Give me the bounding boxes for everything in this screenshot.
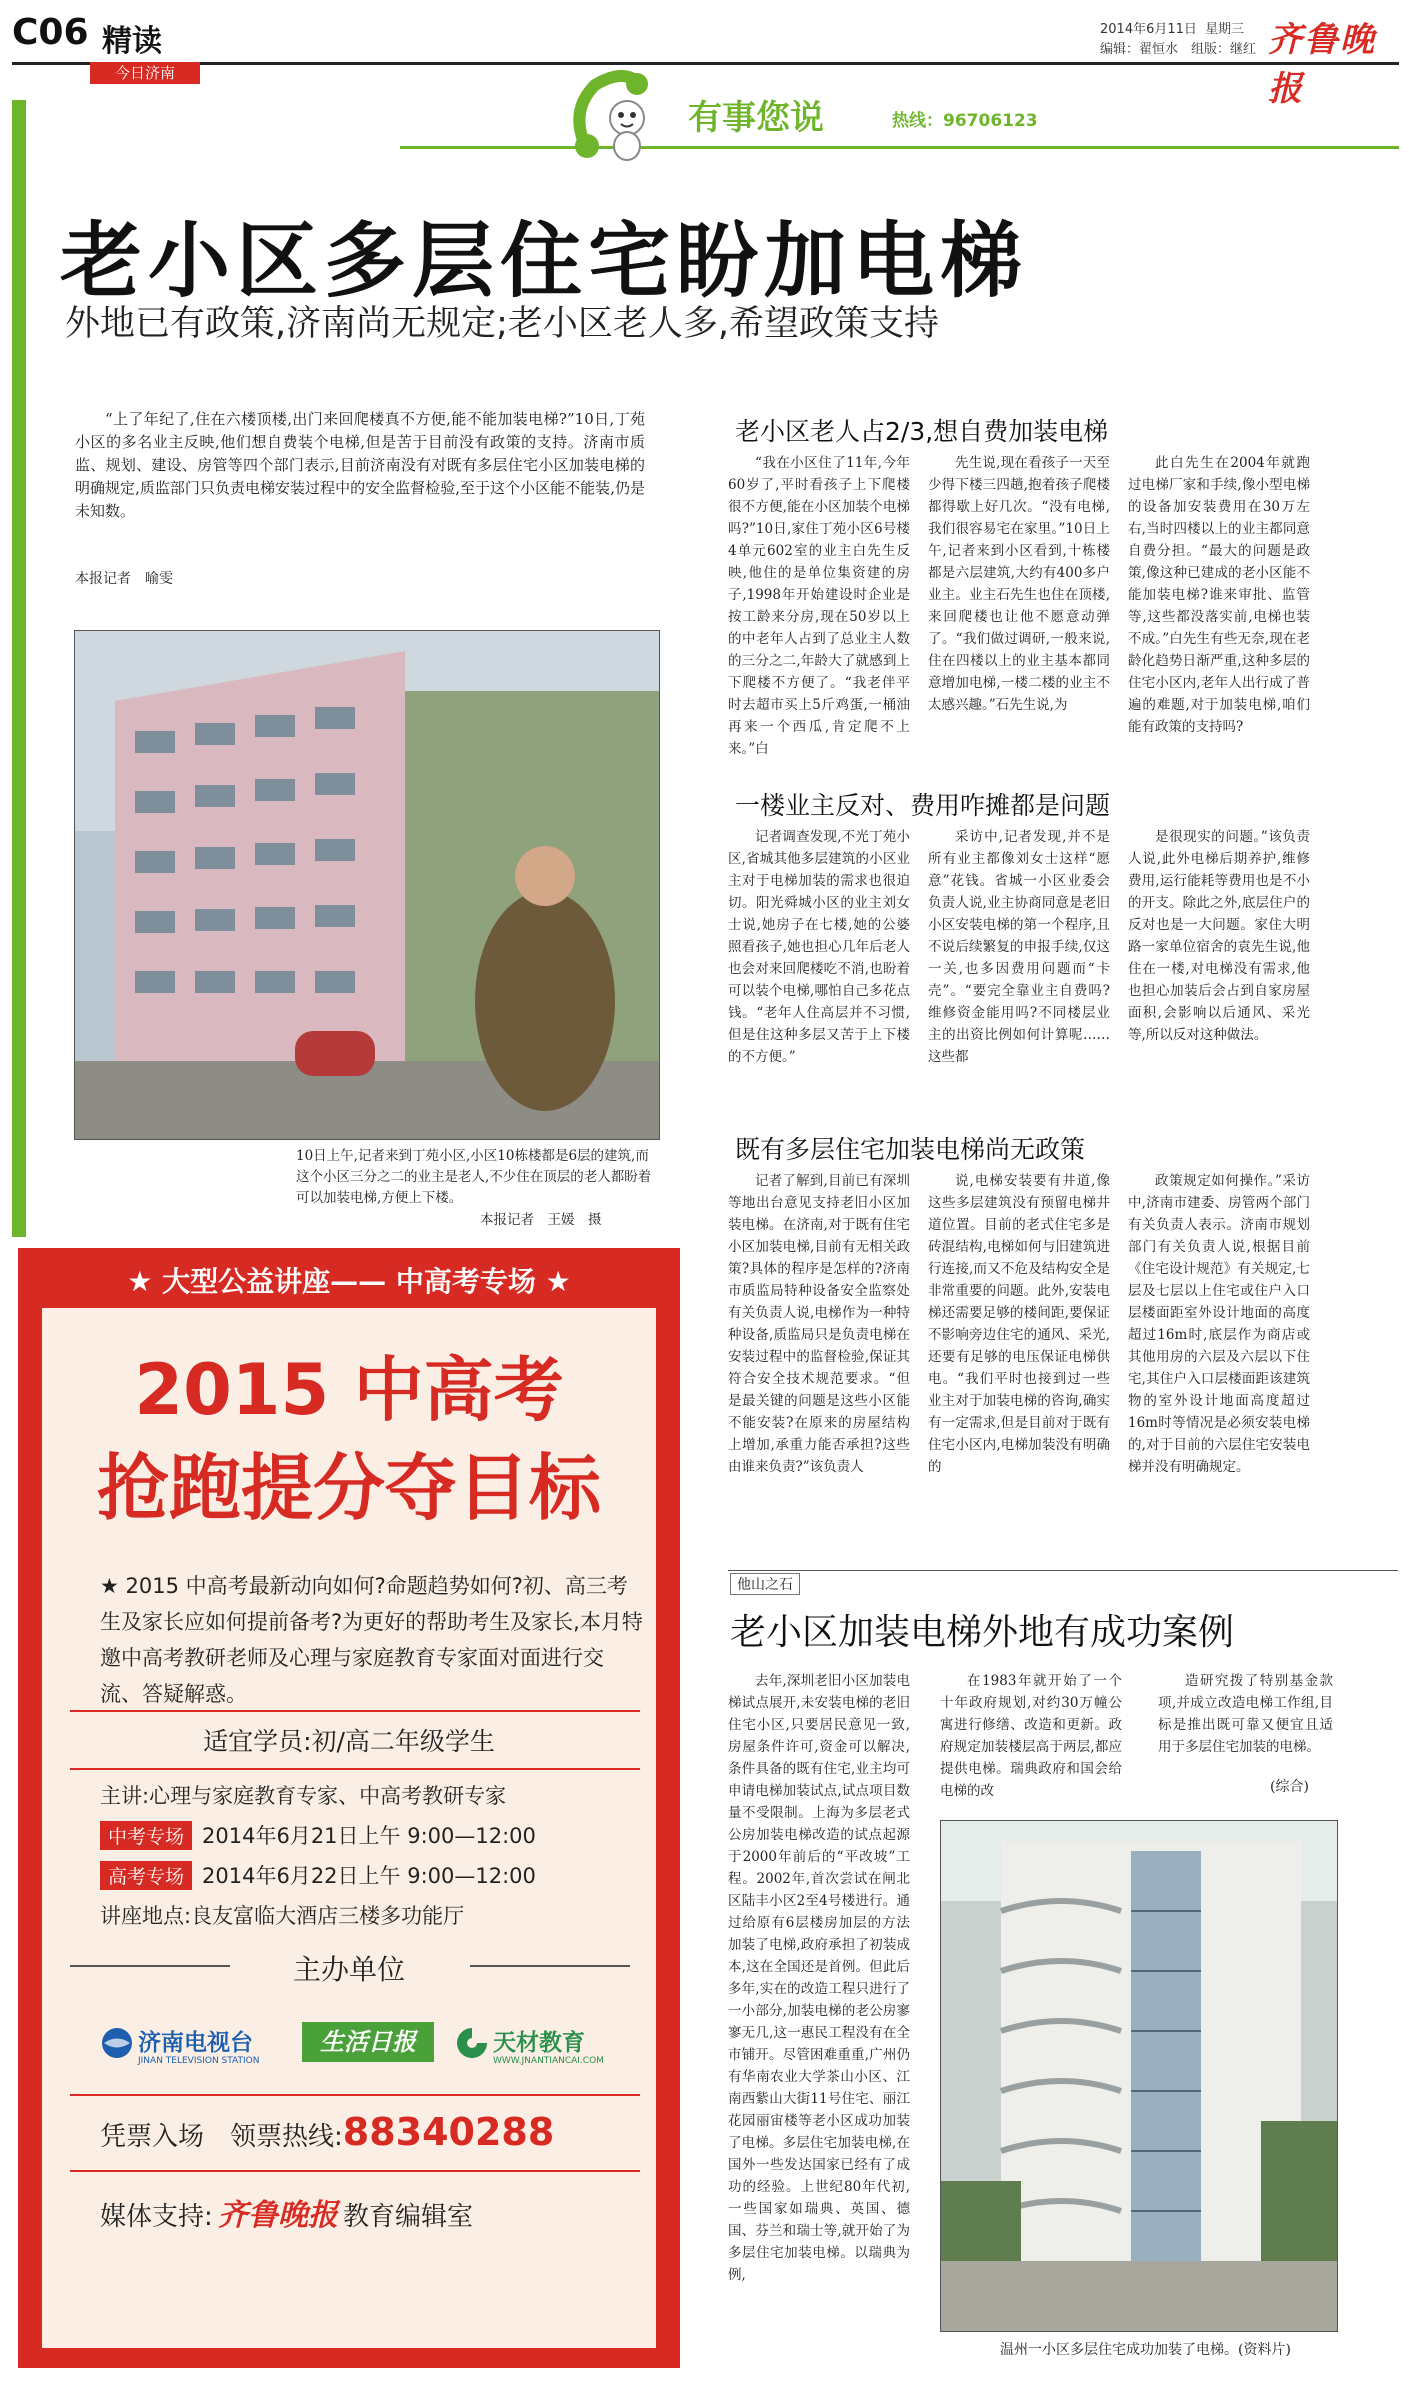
sidebar-photo-caption: 温州一小区多层住宅成功加装了电梯。(资料片) bbox=[1000, 2342, 1291, 2358]
sidebar-sign: (综合) bbox=[1270, 1779, 1309, 1795]
section3-col3: 政策规定如何操作。”采访中,济南市建委、房管两个部门有关负责人表示。济南市规划部门有关负责人说,根据目前《住宅设计规范》有关规定,七层及七层以上住宅或住户入口层楼面距室外设计地面的高度超过16m时,底层作为商店或其他用房的六层及六层以下住宅,其住户入口层楼面距该建筑物的室外设计地面高度超过16m时等情况是必须安装电梯的,对于目前的六层住宅安装电梯并没有明确规定。 bbox=[1128, 1173, 1310, 1475]
page-code: C06 bbox=[12, 12, 89, 53]
main-photo-caption: 10日上午,记者来到丁苑小区,小区10栋楼都是6层的建筑,而这个小区三分之二的业主是老人,不少住在顶层的老人都盼着可以加装电梯,方便上下楼。 bbox=[296, 1148, 652, 1206]
phone-mascot-icon bbox=[565, 70, 685, 166]
sidebar-title: 老小区加装电梯外地有成功案例 bbox=[730, 1612, 1235, 1653]
organizers-title: 主办单位 bbox=[292, 1953, 405, 1986]
ad-divider bbox=[470, 1965, 630, 1967]
org2-logo: 生活日报 bbox=[302, 2022, 434, 2062]
ad-venue: 讲座地点:良友富临大酒店三楼多功能厅 bbox=[100, 1904, 465, 1928]
section1-col3: 此白先生在2004年就跑过电梯厂家和手续,像小型电梯的设备加安装费用在30万左右,当时四楼以上的业主都同意自费分担。“最大的问题是政策,像这种已建成的老小区能不能加装电梯?谁来审批、监管等,这些都没落实前,电梯也装不成。”白先生有些无奈,现在老龄化趋势日渐严重,这种多层的住宅小区内,老年人出行成了普遍的难题,对于加装电梯,咱们能有政策的支持吗? bbox=[1128, 455, 1310, 735]
jinan-tv-logo bbox=[100, 2022, 290, 2082]
section-title: 既有多层住宅加装电梯尚无政策 bbox=[735, 1135, 1086, 1164]
hotline-title: 有事您说 bbox=[688, 98, 824, 138]
sidebar-col2: 在1983年就开始了一个十年政府规划,对约30万幢公寓进行修缮、改造和更新。政府规定加装楼层高于两层,都应提供电梯。瑞典政府和国会给电梯的改 bbox=[940, 1673, 1122, 1799]
tv-globe-icon bbox=[100, 2026, 134, 2060]
session-tag: 高考专场 bbox=[100, 1861, 192, 1890]
hotline-number bbox=[892, 106, 1038, 131]
ad-ribbon: ★ 大型公益讲座—— 中高考专场 ★ bbox=[127, 1265, 571, 1298]
section2-col1: 记者调查发现,不光丁苑小区,省城其他多层建筑的小区业主对于电梯加装的需求也很迫切。阳光舜城小区的业主刘女士说,她房子在七楼,她的公婆照看孩子,她也担心几年后老人也会对来回爬楼吃不消,也盼着可以装个电梯,哪怕自己多花点钱。“老年人住高层并不习惯,但是住这种多层又苦于上下楼的不方便。” bbox=[728, 829, 910, 1065]
ticket-label: 凭票入场 领票热线: bbox=[100, 2122, 343, 2152]
headline: 老小区多层住宅盼加电梯 bbox=[60, 214, 1029, 309]
main-photo bbox=[74, 630, 660, 1140]
ticket-line bbox=[100, 2110, 660, 2154]
section1-col1: “我在小区住了11年,今年60岁了,平时看孩子上下爬楼很不方便,能在小区加装个电梯吗?”10日,家住丁苑小区6号楼4单元602室的业主白先生反映,他住的是单位集资建的房子,1998年开始建设时企业是按工龄来分房,现在50岁以上的中老年人占到了总业主人数的三分之二,年龄大了就感到上下爬楼不方便了。“我老伴平时去超市买上5斤鸡蛋,一桶油再来一个西瓜,肯定爬不上来。”白 bbox=[728, 455, 910, 757]
ad-audience: 适宜学员:初/高二年级学生 bbox=[203, 1727, 495, 1756]
subheadline: 外地已有政策,济南尚无规定;老小区老人多,希望政策支持 bbox=[65, 304, 940, 344]
section-title: 一楼业主反对、费用咋摊都是问题 bbox=[735, 791, 1111, 820]
media-line bbox=[100, 2190, 660, 2234]
section2-col3: 是很现实的问题。”该负责人说,此外电梯后期养护,维修费用,运行能耗等费用也是不小的开支。除此之外,底层住户的反对也是一大问题。家住大明路一家单位宿舍的袁先生说,他住在一楼,对电梯没有需求,他也担心加装后会占到自家房屋面积,会影响以后通风、采光等,所以反对这种做法。 bbox=[1128, 829, 1310, 1043]
org3-name: 天材教育 bbox=[493, 2030, 585, 2056]
header-rule bbox=[12, 62, 1399, 65]
session-tag: 中考专场 bbox=[100, 1821, 192, 1850]
issue-date bbox=[1100, 18, 1244, 37]
sidebar-col1: 去年,深圳老旧小区加装电梯试点展开,未安装电梯的老旧住宅小区,只要居民意见一致,房屋条件许可,资金可以解决,条件具备的既有住宅,业主均可申请电梯加装试点,试点项目数量不受限制。上海为多层老式公房加装电梯改造的试点起源于2000年前后的“平改坡”工程。2002年,首次尝试在闸北区陆丰小区2至4号楼进行。通过给原有6层楼房加层的方法加装了电梯,政府承担了初装成本,这在全国还是首例。但此后多年,实在的改造工程只进行了一小部分,加装电梯的老公房寥寥无几,这一惠民工程没有在全市铺开。尽管困难重重,广州仍有华南农业大学茶山小区、江南西紫山大街11号住宅、丽江花园丽宙楼等老小区成功加装了电梯。多层住宅加装电梯,在国外一些发达国家已经有了成功的经验。上世纪80年代初,一些国家如瑞典、英国、德国、芬兰和瑞士等,就开始了为多层住宅加装电梯。以瑞典为例, bbox=[728, 1673, 910, 2283]
section3-col2: 说,电梯安装要有井道,像这些多层建筑没有预留电梯井道位置。目前的老式住宅多是砖混结构,电梯如何与旧建筑进行连接,而又不危及结构安全是非常重要的问题。此外,安装电梯还需要足够的楼间距,要保证不影响旁边住宅的通风、采光,还要有足够的电压保证电梯供电。“我们平时也接到过一些业主对于加装电梯的咨询,确实有一定需求,但是目前对于既有住宅小区内,电梯加装没有明确的 bbox=[928, 1173, 1110, 1475]
ad-title-year: 2015 中高考 bbox=[134, 1349, 564, 1431]
lead-paragraph: “上了年纪了,住在六楼顶楼,出门来回爬楼真不方便,能不能加装电梯?”10日,丁苑小区的多名业主反映,他们想自费装个电梯,但是苦于目前没有政策的支持。济南市质监、规划、建设、房管等四个部门表示,目前济南没有对既有多层住宅小区加装电梯的明确规定,质监部门只负责电梯安装过程中的安全监督检验,至于这个小区能不能装,仍是未知数。 bbox=[75, 410, 645, 520]
section1-col2: 先生说,现在看孩子一天至少得下楼三四趟,抱着孩子爬楼都得歇上好几次。“没有电梯,我们很容易宅在家里。”10日上午,记者来到小区看到,十栋楼都是六层建筑,大约有400多户业主。业主石先生也住在顶楼,来回爬楼也让他不愿意动弹了。“我们做过调研,一般来说,住在四楼以上的业主基本都同意增加电梯,一楼二楼的业主不太感兴趣。”石先生说,为 bbox=[928, 455, 1110, 713]
session-time: 2014年6月22日上午 9:00—12:00 bbox=[202, 1864, 536, 1888]
weekday: 星期三 bbox=[1205, 22, 1245, 37]
tiancai-swirl-icon bbox=[455, 2026, 489, 2060]
media-paper: 齐鲁晚报 bbox=[217, 2198, 338, 2233]
tiancai-logo bbox=[455, 2022, 645, 2082]
media-label: 媒体支持: bbox=[100, 2202, 213, 2232]
ticket-phone: 88340288 bbox=[342, 2110, 555, 2154]
masthead-logo: 齐鲁晚报 bbox=[1268, 20, 1376, 109]
green-side-bar bbox=[12, 100, 26, 1237]
ad-divider bbox=[70, 1768, 640, 1770]
ad-title-main: 抢跑提分夺目标 bbox=[96, 1446, 601, 1530]
org3-url: WWW.JNANTIANCAI.COM bbox=[493, 2056, 604, 2066]
main-photo-credit: 本报记者 王媛 摄 bbox=[480, 1212, 602, 1228]
date: 2014年6月11日 bbox=[1100, 22, 1197, 37]
sidebar-photo bbox=[940, 1820, 1338, 2332]
ad-speaker: 主讲:心理与家庭教育专家、中高考教研专家 bbox=[100, 1784, 507, 1808]
byline: 本报记者 喻雯 bbox=[75, 571, 173, 587]
session-time: 2014年6月21日上午 9:00—12:00 bbox=[202, 1824, 536, 1848]
section3-col1: 记者了解到,目前已有深圳等地出台意见支持老旧小区加装电梯。在济南,对于既有住宅小区加装电梯,目前有无相关政策?具体的程序是怎样的?济南市质监局特种设备安全监察处有关负责人说,电梯作为一种特种设备,质监局只是负责电梯在安装过程中的监督检验,保证其符合安全技术规范要求。“但是最关键的问题是这些小区能不能安装?在原来的房屋结构上增加,承重力能否承担?这些由谁来负责?”该负责人 bbox=[728, 1173, 910, 1475]
section2-col2: 采访中,记者发现,并不是所有业主都像刘女士这样“愿意”花钱。省城一小区业委会负责人说,业主协商同意是老旧小区安装电梯的第一个程序,且不说后续繁复的申报手续,仅这一关,也多因费用问题而“卡壳”。“要完全靠业主自费吗?维修资金能用吗?不同楼层业主的出资比例如何计算呢……这些都 bbox=[928, 829, 1110, 1065]
hotline-digits: 96706123 bbox=[943, 111, 1038, 131]
section-title: 老小区老人占2/3,想自费加装电梯 bbox=[735, 417, 1109, 446]
ad-session-high bbox=[100, 1860, 660, 1890]
ad-divider bbox=[70, 1710, 640, 1712]
ad-divider bbox=[70, 2094, 640, 2096]
hotline-rule bbox=[400, 146, 1399, 149]
org1-english: JINAN TELEVISION STATION bbox=[138, 2056, 260, 2066]
media-dept: 教育编辑室 bbox=[342, 2202, 473, 2232]
sidebar-tag: 他山之石 bbox=[730, 1573, 800, 1595]
ad-divider bbox=[70, 2170, 640, 2172]
editors-line: 编辑：翟恒水 组版：继红 bbox=[1100, 42, 1257, 57]
subsection-tab: 今日济南 bbox=[90, 62, 200, 84]
section-name: 精读 bbox=[102, 24, 162, 59]
hotline-label: 热线： bbox=[892, 111, 943, 131]
ad-intro: ★ 2015 中高考最新动向如何?命题趋势如何?初、高三考生及家长应如何提前备考?为更好的帮助考生及家长,本月特邀中高考教研老师及心理与家庭教育专家面对面进行交流、答疑解惑。 bbox=[100, 1574, 643, 1706]
org1-name: 济南电视台 bbox=[138, 2030, 253, 2056]
ad-session-middle bbox=[100, 1820, 660, 1850]
sidebar-col3: 造研究拨了特别基金款项,并成立改造电梯工作组,目标是推出既可靠又便宜且适用于多层住宅加装的电梯。 bbox=[1158, 1673, 1333, 1755]
sidebar-rule bbox=[728, 1570, 1398, 1571]
